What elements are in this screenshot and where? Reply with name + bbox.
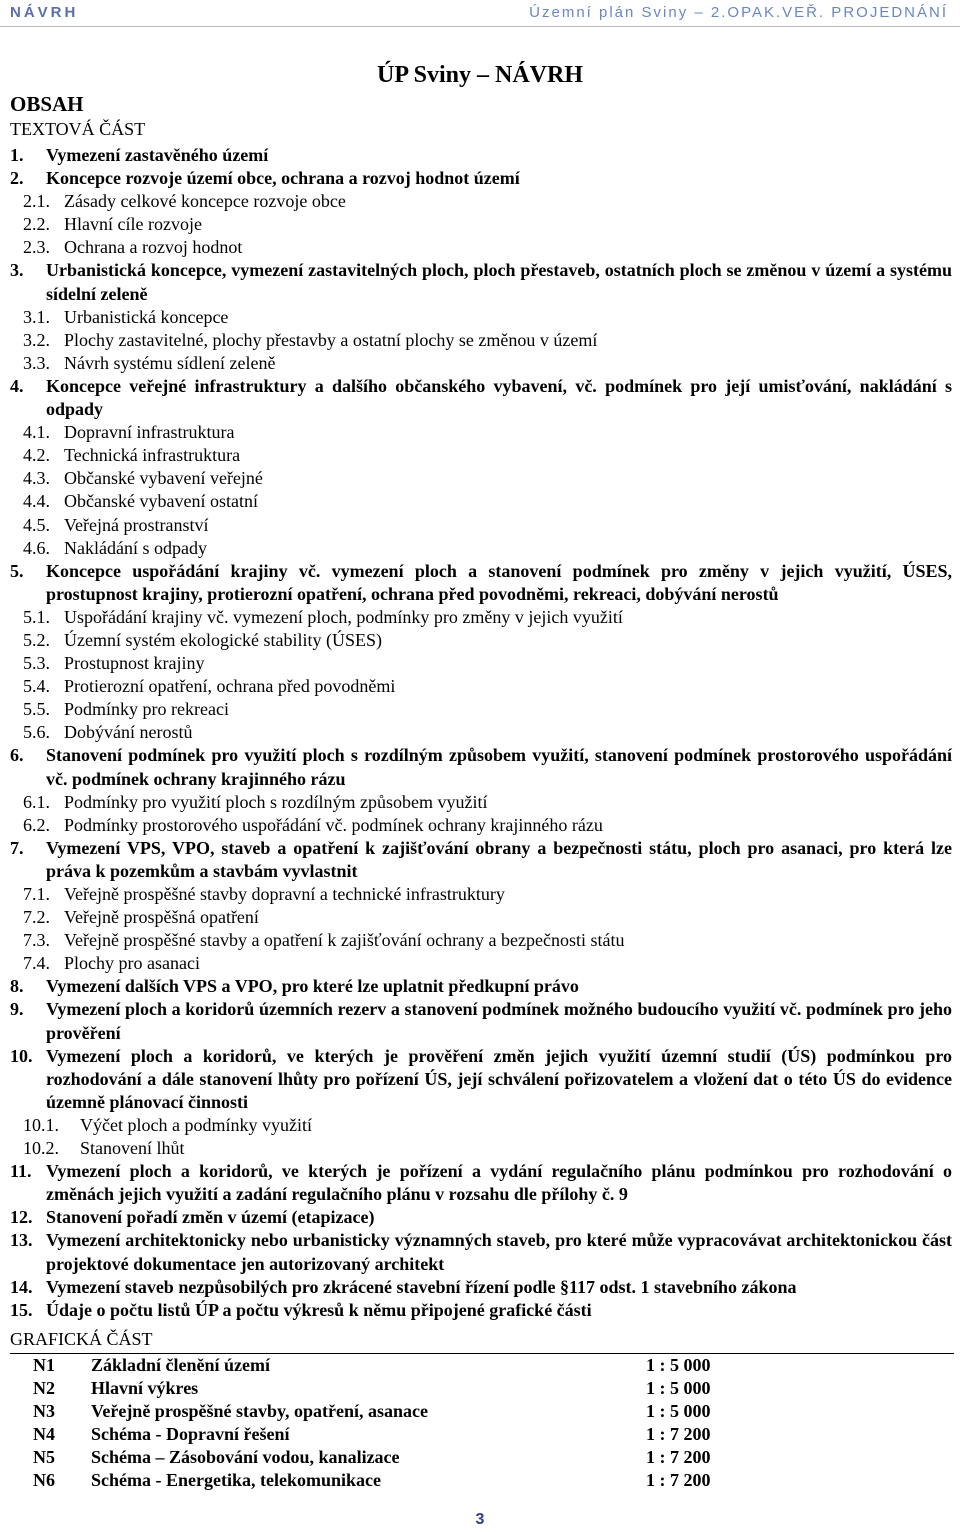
- drawing-code: N1: [10, 1354, 91, 1378]
- toc-text: Vymezení zastavěného území: [46, 145, 269, 165]
- toc-number: 12.: [10, 1207, 33, 1228]
- drawing-row: [10, 1400, 954, 1423]
- toc-subchapter: [10, 467, 952, 490]
- toc-number: 5.1.: [23, 606, 50, 627]
- toc-number: 4.4.: [23, 491, 50, 512]
- toc-chapter: [10, 144, 952, 167]
- toc-text: Stanovení podmínek pro využití ploch s rozdílným způsobem využití, stanovení podmínek prostorového uspořádání vč. podmínek ochrany krajinného rázu: [46, 745, 952, 789]
- toc-number: 7.: [10, 837, 24, 858]
- toc-text: Zásady celkové koncepce rozvoje obce: [64, 191, 346, 212]
- page-number: 3: [475, 1511, 485, 1528]
- drawing-scale: 1 : 7 200: [646, 1470, 711, 1491]
- toc-text: Veřejná prostranství: [64, 514, 209, 535]
- toc-chapter: [10, 744, 952, 790]
- toc-number: 5.6.: [23, 722, 50, 743]
- toc-chapter: [10, 1276, 952, 1299]
- toc-text: Veřejně prospěšné stavby a opatření k zajišťování ochrany a bezpečnosti státu: [64, 930, 625, 951]
- drawing-code: N3: [33, 1401, 55, 1422]
- toc-subchapter: [10, 629, 952, 652]
- toc-number: 1.: [10, 145, 24, 165]
- toc-number: 15.: [10, 1299, 33, 1320]
- toc-subchapter: [10, 929, 952, 952]
- toc-chapter: [10, 998, 952, 1044]
- toc-number: 3.: [10, 260, 24, 281]
- toc-number: 5.3.: [23, 653, 50, 674]
- document-title: ÚP Sviny – NÁVRH: [376, 62, 584, 88]
- drawing-scale: 1 : 5 000: [646, 1378, 711, 1399]
- toc-number: 5.2.: [23, 629, 50, 650]
- toc-text: Dopravní infrastruktura: [64, 422, 235, 443]
- toc-text: Veřejně prospěšné stavby dopravní a technické infrastruktury: [64, 884, 505, 904]
- toc-subchapter: [10, 721, 952, 744]
- toc-number: 7.4.: [23, 953, 50, 974]
- toc-number: 6.1.: [23, 791, 50, 812]
- toc-subchapter: [10, 236, 952, 259]
- toc-subchapter: [10, 514, 952, 537]
- toc-subchapter: [10, 306, 952, 329]
- toc-subchapter: [10, 190, 952, 213]
- toc-text: Výčet ploch a podmínky využití: [80, 1114, 312, 1135]
- toc-chapter: [10, 1206, 952, 1229]
- toc-number: 3.3.: [23, 352, 50, 373]
- toc-text: Ochrana a rozvoj hodnot: [64, 237, 243, 258]
- toc-text: Prostupnost krajiny: [64, 653, 205, 674]
- graphic-part-heading: GRAFICKÁ ČÁST: [10, 1329, 153, 1349]
- drawing-row: [10, 1446, 954, 1469]
- toc-number: 7.1.: [23, 884, 50, 904]
- toc-text: Vymezení ploch a koridorů, ve kterých je prověření změn jejich využití územní studií (ÚS) podmínkou pro rozhodování a dále stanovení lhůty pro pořízení ÚS, její schválení pořizovatelem a vložení dat o této ÚS do evidence územně plánovací činnosti: [46, 1045, 952, 1112]
- toc-number: 5.: [10, 560, 24, 581]
- toc-text: Podmínky pro využití ploch s rozdílným způsobem využití: [64, 791, 488, 812]
- drawing-name: Veřejně prospěšné stavby, opatření, asanace: [91, 1401, 428, 1422]
- toc-text: Uspořádání krajiny vč. vymezení ploch, podmínky pro změny v jejich využití: [64, 606, 623, 627]
- toc-number: 13.: [10, 1230, 33, 1251]
- contents-heading: OBSAH: [10, 92, 84, 116]
- toc-text: Protierozní opatření, ochrana před povodněmi: [64, 676, 396, 697]
- toc-subchapter: [10, 537, 952, 560]
- toc-text: Vymezení ploch a koridorů, ve kterých je pořízení a vydání regulačního plánu podmínkou pro rozhodování o změnách jejich využití a zadání regulačního plánu v rozsahu dle přílohy č. 9: [46, 1161, 952, 1205]
- toc-text: Vymezení ploch a koridorů územních rezerv a stanovení podmínek možného budoucího využití vč. podmínek pro jeho prověření: [46, 999, 952, 1043]
- toc-text: Podmínky pro rekreaci: [64, 699, 229, 720]
- toc-number: 2.1.: [23, 191, 50, 212]
- toc-number: 4.1.: [23, 422, 50, 443]
- drawing-name: Hlavní výkres: [91, 1378, 199, 1399]
- toc-text: Urbanistická koncepce, vymezení zastavitelných ploch, ploch přestaveb, ostatních ploch se změnou v území a systému sídelní zeleně: [46, 260, 952, 304]
- drawing-code: N6: [33, 1470, 55, 1491]
- text-part-heading: TEXTOVÁ ČÁST: [10, 119, 146, 139]
- toc-text: Koncepce rozvoje území obce, ochrana a rozvoj hodnot území: [46, 168, 520, 189]
- drawing-name: Schéma - Energetika, telekomunikace: [91, 1470, 381, 1491]
- toc-subchapter: [10, 606, 952, 629]
- toc-number: 5.5.: [23, 699, 50, 720]
- toc-text: Koncepce uspořádání krajiny vč. vymezení ploch a stanovení podmínek pro změny v jejich využití, ÚSES, prostupnost krajiny, protierozní opatření, ochrana před povodněmi, rekreaci, dobývání nerostů: [46, 560, 952, 604]
- drawing-scale: 1 : 5 000: [646, 1401, 711, 1422]
- toc-text: Koncepce veřejné infrastruktury a dalšího občanského vybavení, vč. podmínek pro její umisťování, nakládání s odpady: [46, 375, 952, 420]
- toc-number: 10.2.: [23, 1138, 59, 1159]
- drawing-row: [10, 1423, 954, 1446]
- toc-text: Podmínky prostorového uspořádání vč. podmínek ochrany krajinného rázu: [64, 814, 603, 835]
- toc-text: Plochy pro asanaci: [64, 953, 200, 974]
- drawing-row: [10, 1354, 954, 1378]
- toc-number: 4.: [10, 375, 24, 396]
- drawing-scale: 1 : 7 200: [646, 1447, 711, 1468]
- toc-number: 4.6.: [23, 537, 50, 558]
- toc-subchapter: [10, 329, 952, 352]
- toc-number: 2.: [10, 168, 24, 189]
- toc-chapter: [10, 259, 952, 305]
- toc-text: Návrh systému sídlení zeleně: [64, 352, 276, 373]
- table-of-contents: [10, 144, 952, 1322]
- toc-number: 10.: [10, 1045, 33, 1066]
- toc-text: Urbanistická koncepce: [64, 306, 229, 327]
- header-right-label: Územní plán Sviny – 2.OPAK.VEŘ. PROJEDNÁNÍ: [529, 4, 948, 21]
- toc-text: Územní systém ekologické stability (ÚSES): [64, 629, 382, 650]
- toc-subchapter: [10, 883, 952, 906]
- drawing-name: Základní členění území: [91, 1354, 646, 1378]
- toc-number: 11.: [10, 1161, 32, 1182]
- toc-text: Vymezení dalších VPS a VPO, pro které lze uplatnit předkupní právo: [46, 976, 579, 997]
- toc-subchapter: [10, 698, 952, 721]
- drawing-scale: 1 : 7 200: [646, 1424, 711, 1445]
- toc-text: Stanovení lhůt: [80, 1138, 185, 1159]
- toc-text: Údaje o počtu listů ÚP a počtu výkresů k němu připojené grafické části: [46, 1299, 592, 1320]
- toc-number: 5.4.: [23, 676, 50, 697]
- drawing-list-table: [10, 1353, 954, 1493]
- toc-chapter: [10, 1045, 952, 1114]
- toc-text: Nakládání s odpady: [64, 537, 207, 558]
- toc-number: 9.: [10, 999, 24, 1020]
- toc-subchapter: [10, 814, 952, 837]
- toc-chapter: [10, 1229, 952, 1275]
- drawing-row: [10, 1469, 954, 1492]
- toc-subchapter: [10, 1114, 952, 1137]
- toc-subchapter: [10, 652, 952, 675]
- toc-text: Vymezení VPS, VPO, staveb a opatření k zajišťování obrany a bezpečnosti státu, ploch pro asanaci, pro která lze práva k pozemkům a stavbám vyvlastnit: [46, 837, 952, 881]
- toc-subchapter: [10, 490, 952, 513]
- toc-number: 4.5.: [23, 514, 50, 535]
- toc-number: 3.1.: [23, 306, 50, 327]
- toc-text: Hlavní cíle rozvoje: [64, 214, 202, 235]
- toc-number: 4.3.: [23, 468, 50, 489]
- drawing-scale: 1 : 5 000: [646, 1354, 954, 1378]
- toc-subchapter: [10, 791, 952, 814]
- toc-number: 7.2.: [23, 907, 50, 928]
- drawing-code: N4: [33, 1424, 55, 1445]
- toc-number: 7.3.: [23, 930, 50, 951]
- toc-subchapter: [10, 352, 952, 375]
- toc-number: 3.2.: [23, 329, 50, 350]
- drawing-name: Schéma – Zásobování vodou, kanalizace: [91, 1447, 400, 1468]
- drawing-code: N2: [33, 1378, 55, 1399]
- toc-chapter: [10, 560, 952, 606]
- toc-text: Plochy zastavitelné, plochy přestavby a ostatní plochy se změnou v území: [64, 329, 598, 350]
- toc-chapter: [10, 975, 952, 998]
- toc-chapter: [10, 1160, 952, 1206]
- toc-text: Dobývání nerostů: [64, 722, 193, 743]
- toc-number: 2.2.: [23, 214, 50, 235]
- toc-chapter: [10, 837, 952, 883]
- toc-number: 14.: [10, 1276, 33, 1297]
- toc-text: Vymezení staveb nezpůsobilých pro zkrácené stavební řízení podle §117 odst. 1 stavebního zákona: [46, 1276, 797, 1297]
- toc-subchapter: [10, 906, 952, 929]
- toc-text: Veřejně prospěšná opatření: [64, 907, 259, 928]
- toc-number: 4.2.: [23, 445, 50, 466]
- header-left-label: NÁVRH: [10, 4, 79, 21]
- toc-subchapter: [10, 444, 952, 467]
- toc-text: Technická infrastruktura: [64, 445, 241, 466]
- toc-text: Občanské vybavení veřejné: [64, 468, 263, 489]
- toc-subchapter: [10, 1137, 952, 1160]
- toc-number: 2.3.: [23, 237, 50, 258]
- toc-number: 6.2.: [23, 814, 50, 835]
- drawing-code: N5: [33, 1447, 55, 1468]
- drawing-name: Schéma - Dopravní řešení: [91, 1424, 290, 1445]
- running-header: [0, 0, 960, 27]
- drawing-row: [10, 1377, 954, 1400]
- toc-chapter: [10, 167, 952, 190]
- toc-subchapter: [10, 952, 952, 975]
- toc-chapter: [10, 375, 952, 421]
- toc-number: 6.: [10, 745, 24, 766]
- toc-text: Vymezení architektonicky nebo urbanisticky významných staveb, pro které může vypracovávat architektonickou část projektové dokumentace jen autorizovaný architekt: [46, 1230, 952, 1274]
- toc-subchapter: [10, 213, 952, 236]
- toc-text: Stanovení pořadí změn v území (etapizace): [46, 1207, 375, 1228]
- toc-number: 8.: [10, 976, 24, 997]
- toc-subchapter: [10, 421, 952, 444]
- toc-subchapter: [10, 675, 952, 698]
- toc-number: 10.1.: [23, 1114, 59, 1135]
- toc-chapter: [10, 1299, 952, 1322]
- toc-text: Občanské vybavení ostatní: [64, 491, 258, 512]
